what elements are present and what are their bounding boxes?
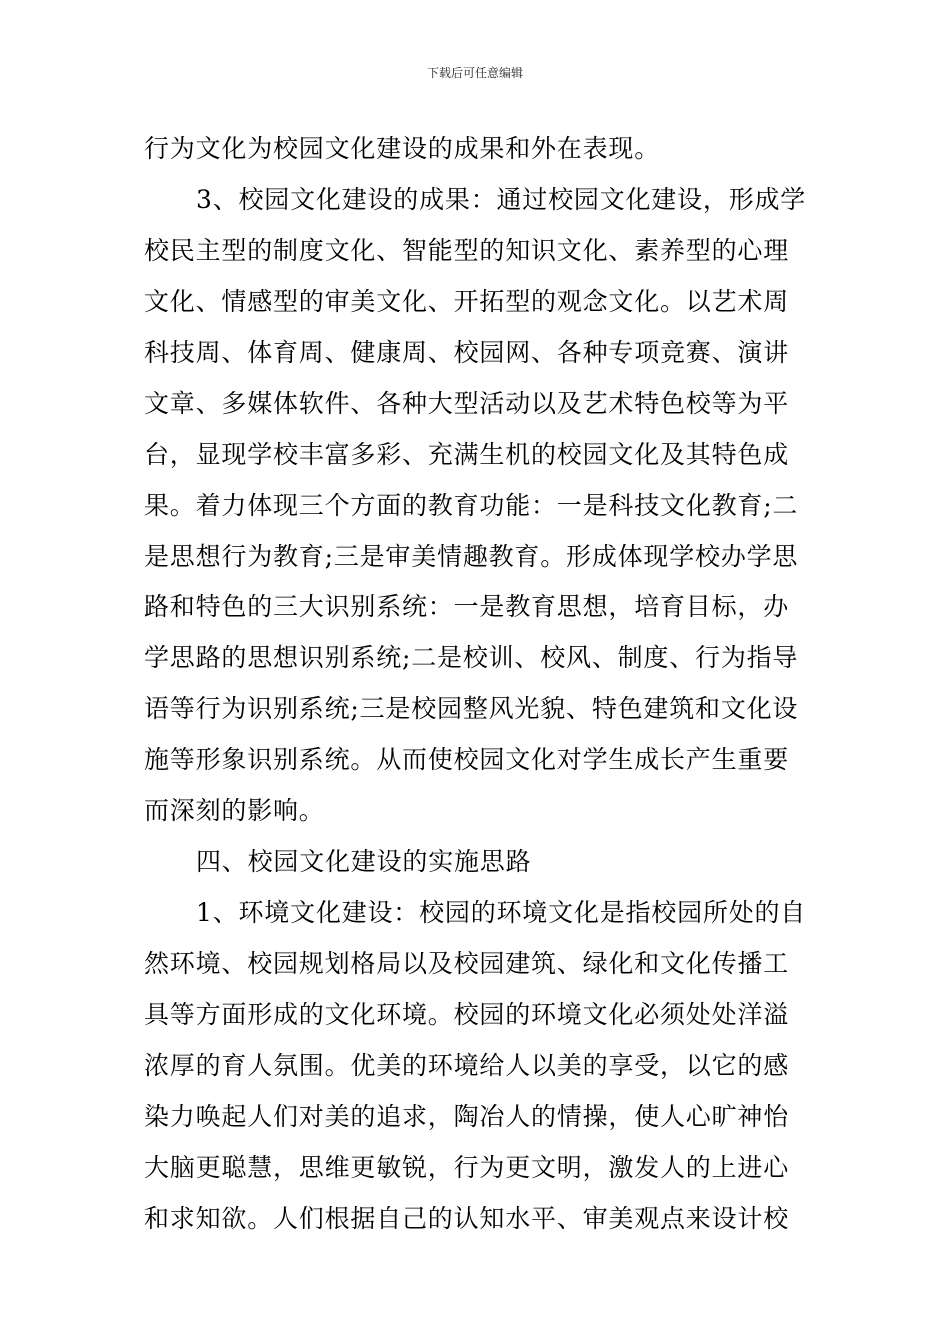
text-line: 染力唤起人们对美的追求，陶冶人的情操，使人心旷神怡 <box>144 1101 790 1131</box>
text-line: 学思路的思想识别系统;二是校训、校风、制度、行为指导 <box>144 643 799 673</box>
text-line: 语等行为识别系统;三是校园整风光貌、特色建筑和文化设 <box>144 694 799 724</box>
text-line: 然环境、校园规划格局以及校园建筑、绿化和文化传播工 <box>144 949 790 978</box>
text-line: 和求知欲。人们根据自己的认知水平、审美观点来设计校 <box>144 1203 790 1233</box>
text-line: 浓厚的育人氛围。优美的环境给人以美的享受，以它的感 <box>144 1050 790 1080</box>
page-header: 下载后可任意编辑 <box>426 66 523 80</box>
text-line: 行为文化为校园文化建设的成果和外在表现。 <box>144 134 661 163</box>
text-line: 具等方面形成的文化环境。校园的环境文化必须处处洋溢 <box>144 999 790 1029</box>
body-text <box>144 124 808 1245</box>
text-line: 施等形象识别系统。从而使校园文化对学生成长产生重要 <box>144 745 790 775</box>
text-line: 路和特色的三大识别系统：一是教育思想，培育目标，办 <box>144 592 790 622</box>
text-line: 台，显现学校丰富多彩、充满生机的校园文化及其特色成 <box>144 439 790 469</box>
text-line: 而深刻的影响。 <box>144 796 325 826</box>
text-line: 大脑更聪慧，思维更敏锐，行为更文明，激发人的上进心 <box>144 1152 790 1182</box>
text-line: 校民主型的制度文化、智能型的知识文化、素养型的心理 <box>144 235 790 265</box>
text-line: 果。着力体现三个方面的教育功能：一是科技文化教育;二 <box>144 490 799 520</box>
text-line: 1、环境文化建设：校园的环境文化是指校园所处的自 <box>196 898 807 928</box>
text-line: 文化、情感型的审美文化、开拓型的观念文化。以艺术周 <box>144 286 790 316</box>
text-line: 3、校园文化建设的成果：通过校园文化建设，形成学 <box>196 184 807 214</box>
text-line: 是思想行为教育;三是审美情趣教育。形成体现学校办学思 <box>144 541 799 571</box>
text-line: 科技周、体育周、健康周、校园网、各种专项竞赛、演讲 <box>144 337 790 367</box>
text-line: 文章、多媒体软件、各种大型活动以及艺术特色校等为平 <box>144 388 790 418</box>
section-heading: 四、校园文化建设的实施思路 <box>196 847 532 877</box>
